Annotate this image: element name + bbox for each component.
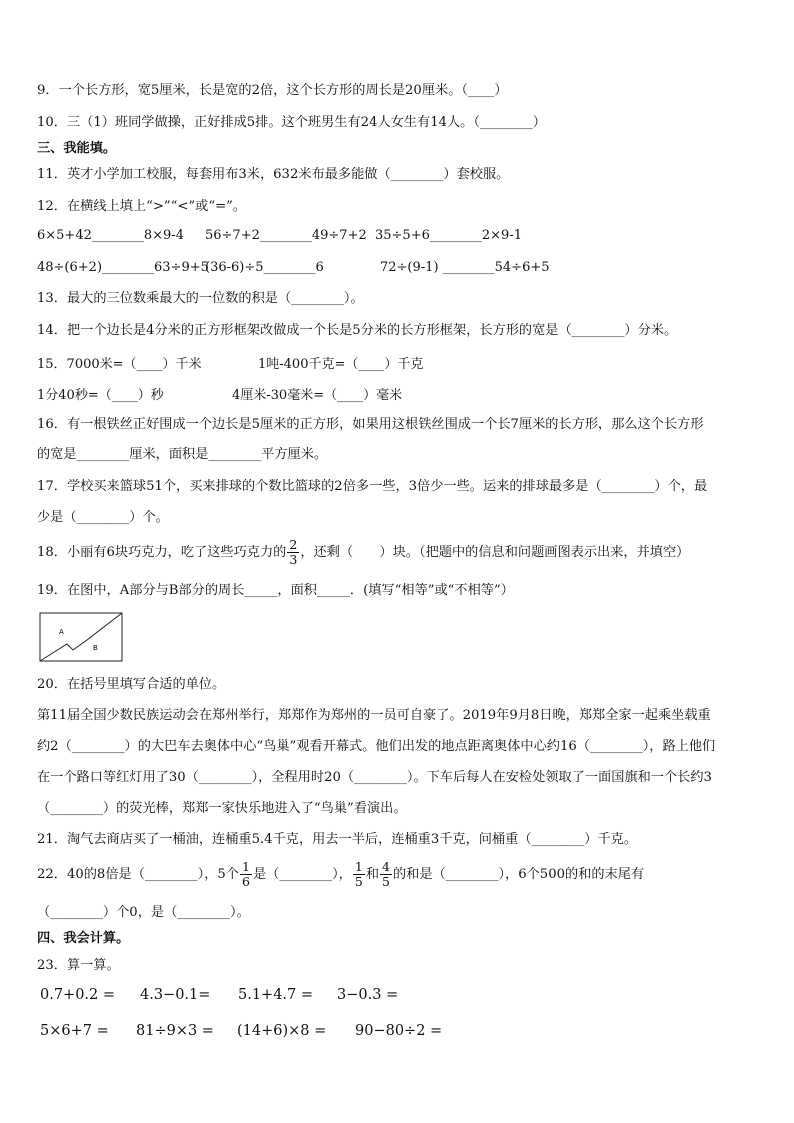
compare-item: 56÷7+2________49÷7+2 xyxy=(205,228,367,243)
compare-item: 72÷(9-1) ________54÷6+5 xyxy=(380,260,550,275)
question-19: 19．在图中，A部分与B部分的周长_____，面积_____．(填写“相等”或“不相等”） xyxy=(37,583,514,598)
question-18-text: ，还剩（ ）块。（把题中的信息和问题画图表示出来，并填空） xyxy=(300,545,690,560)
question-17-line-1: 17．学校买来篮球51个，买来排球的个数比篮球的2倍多一些，3倍少一些。运来的排球最多是（________）个，最 xyxy=(37,479,708,494)
question-10: 10．三（1）班同学做操，正好排成5排。这个班男生有24人女生有14人。（________） xyxy=(37,115,546,130)
calc-item: 3−0.3 = xyxy=(337,987,399,1003)
compare-item: (36-6)÷5________6 xyxy=(205,260,324,275)
rectangle-split-figure xyxy=(39,612,123,662)
question-22: 22．40的8倍是（________），5个 $\frac{1}{6}$ 是（________）， $\frac{1}{5}$ 和 $\frac{4}{5}$ 的和是（________），6个500的和的末尾有 xyxy=(37,859,645,889)
calc-item: 5.1+4.7 = xyxy=(238,987,314,1003)
question-18 xyxy=(37,536,689,570)
fraction: $\frac{4}{5}$ xyxy=(382,859,390,889)
question-17-line-2: 少是（________）个。 xyxy=(37,510,169,525)
fraction: $\frac{1}{6}$ xyxy=(242,859,250,889)
question-20: 20．在括号里填写合适的单位。 xyxy=(37,677,226,692)
fraction: $\frac{1}{5}$ xyxy=(354,859,363,889)
compare-item: 48÷(6+2)________63÷9+5 xyxy=(37,260,209,275)
question-20-passage-line-3: 在一个路口等红灯用了30（________），全程用时20（________）。下车后每人在安检处领取了一面国旗和一个长约3 xyxy=(37,770,712,785)
compare-item: 35÷5+6________2×9-1 xyxy=(375,228,522,243)
calc-item: 90−80÷2 = xyxy=(355,1023,443,1039)
question-20-passage-line-1: 第11届全国少数民族运动会在郑州举行，郑郑作为郑州的一员可自豪了。2019年9月8日晚，郑郑全家一起乘坐载重 xyxy=(37,708,711,723)
question-11: 11．英才小学加工校服，每套用布3米，632米布最多能做（________）套校服。 xyxy=(37,167,510,182)
calc-item: 4.3−0.1= xyxy=(140,987,211,1003)
question-15-c: 1分40秒=（____）秒 xyxy=(37,388,164,403)
section-3-heading: 三、我能填。 xyxy=(37,141,117,156)
question-16-line-2: 的宽是________厘米，面积是________平方厘米。 xyxy=(37,447,328,462)
calc-item: 81÷9×3 = xyxy=(136,1023,214,1039)
question-22-line-2: （________）个0，是（________）。 xyxy=(37,905,250,920)
question-14: 14．把一个边长是4分米的正方形框架改做成一个长是5分米的长方形框架，长方形的宽是（________）分米。 xyxy=(37,323,678,338)
compare-item: 6×5+42________8×9-4 xyxy=(37,228,184,243)
question-21: 21．淘气去商店买了一桶油，连桶重5.4千克，用去一半后，连桶重3千克，问桶重（________）千克。 xyxy=(37,832,638,847)
calc-item: (14+6)×8 = xyxy=(237,1023,327,1039)
question-12: 12．在横线上填上“>”“<”或“=”。 xyxy=(37,199,247,214)
calc-item: 0.7+0.2 = xyxy=(40,987,116,1003)
calc-item: 5×6+7 = xyxy=(40,1023,109,1039)
question-18-text: 18．小丽有6块巧克力，吃了这些巧克力的 xyxy=(37,545,287,560)
question-16-line-1: 16．有一根铁丝正好围成一个边长是5厘米的正方形，如果用这根铁丝围成一个长7厘米的长方形，那么这个长方形 xyxy=(37,417,704,432)
question-20-passage-line-2: 约2（________）的大巴车去奥体中心“鸟巢”观看开幕式。他们出发的地点距离奥体中心约16（________），路上他们 xyxy=(37,739,716,754)
question-15-a: 15．7000米=（____）千米 xyxy=(37,357,202,372)
question-15-d: 4厘米-30毫米=（____）毫米 xyxy=(232,388,403,403)
question-9: 9．一个长方形，宽5厘米，长是宽的2倍，这个长方形的周长是20厘米。（____） xyxy=(37,83,508,98)
fraction: $\frac{2}{3}$ xyxy=(289,537,298,567)
question-20-passage-line-4: （________）的荧光棒，郑郑一家快乐地进入了“鸟巢”看演出。 xyxy=(37,801,407,816)
figure-label-a: A xyxy=(59,628,64,636)
question-13: 13．最大的三位数乘最大的一位数的积是（________）。 xyxy=(37,291,364,306)
question-15-b: 1吨-400千克=（____）千克 xyxy=(258,357,424,372)
section-4-heading: 四、我会计算。 xyxy=(37,931,130,946)
question-23: 23．算一算。 xyxy=(37,958,120,973)
figure-label-b: B xyxy=(93,644,98,652)
